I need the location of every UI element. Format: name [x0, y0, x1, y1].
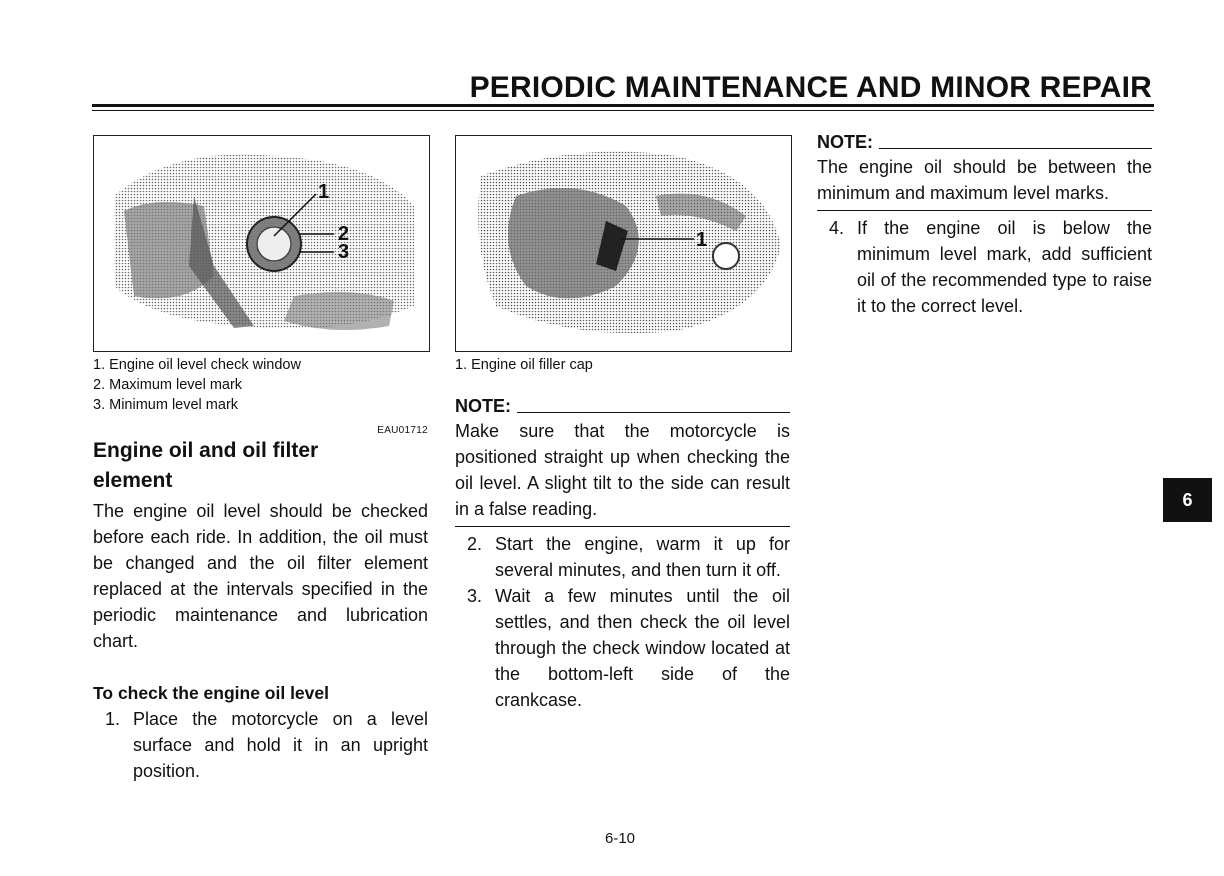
callout-3: 3 — [338, 241, 350, 263]
middle-column — [455, 394, 790, 713]
callout-2: 2 — [338, 223, 350, 245]
note-label: NOTE: — [817, 132, 873, 152]
left-column — [93, 425, 428, 784]
page-header-title: PERIODIC MAINTENANCE AND MINOR REPAIR — [469, 71, 1152, 104]
page-number: 6-10 — [604, 830, 636, 847]
note-heading — [817, 130, 1152, 154]
step-number: 4. — [829, 218, 845, 238]
step-item — [455, 583, 790, 713]
note-label: NOTE: — [455, 396, 511, 416]
step-item — [817, 215, 1152, 319]
section-code: EAU01712 — [377, 425, 428, 436]
subheading-check-oil: To check the engine oil level — [93, 683, 329, 703]
note-heading — [455, 394, 790, 418]
header-rule-thick — [92, 104, 1154, 107]
caption-item: 1. Engine oil filler cap — [455, 357, 593, 373]
step-item — [93, 706, 428, 784]
note-end-rule — [817, 210, 1152, 211]
section-title-line1: Engine oil and oil filter — [93, 439, 319, 462]
figure-oil-level-window — [93, 135, 430, 352]
note-end-rule — [455, 526, 790, 527]
step-number: 3. — [467, 586, 483, 606]
step-number: 1. — [105, 709, 121, 729]
note-body: The engine oil should be between the minimum and maximum level marks. — [817, 157, 1152, 203]
note-body: Make sure that the motorcycle is positioned straight up when checking the oil level. A slight tilt to the side can result in a false reading. — [455, 421, 790, 519]
step-text: Start the engine, warm it up for several minutes, and then turn it off. — [495, 534, 790, 580]
figure-oil-filler-cap — [455, 135, 792, 352]
note-rule — [879, 148, 1152, 149]
caption-item: 1. Engine oil level check window — [93, 357, 301, 373]
header-rule-thin — [92, 110, 1154, 111]
step-text: Place the motorcycle on a level surface and hold it in an upright position. — [133, 709, 428, 781]
section-title-line2: element — [93, 469, 173, 492]
step-text: Wait a few minutes until the oil settles, and then check the oil level through the check window located at the bottom-left side of the crankcase. — [495, 586, 790, 710]
right-column — [817, 130, 1152, 319]
engine-illustration-1 — [94, 136, 429, 351]
figure2-caption-list — [455, 355, 790, 375]
step-item — [455, 531, 790, 583]
caption-item: 3. Minimum level mark — [93, 397, 239, 413]
chapter-tab: 6 — [1163, 478, 1212, 522]
callout-1: 1 — [696, 229, 708, 251]
figure1-caption-list — [93, 355, 428, 415]
step-number: 2. — [467, 534, 483, 554]
section-intro: The engine oil level should be checked before each ride. In addition, the oil must be changed and the oil filter element replaced at the intervals specified in the periodic maintenance and lubrication chart. — [93, 501, 428, 651]
engine-illustration-2 — [456, 136, 791, 351]
caption-item: 2. Maximum level mark — [93, 377, 243, 393]
note-rule — [517, 412, 790, 413]
callout-1: 1 — [318, 181, 330, 203]
step-text: If the engine oil is below the minimum level mark, add sufficient oil of the recommended type to raise it to the correct level. — [857, 218, 1152, 316]
